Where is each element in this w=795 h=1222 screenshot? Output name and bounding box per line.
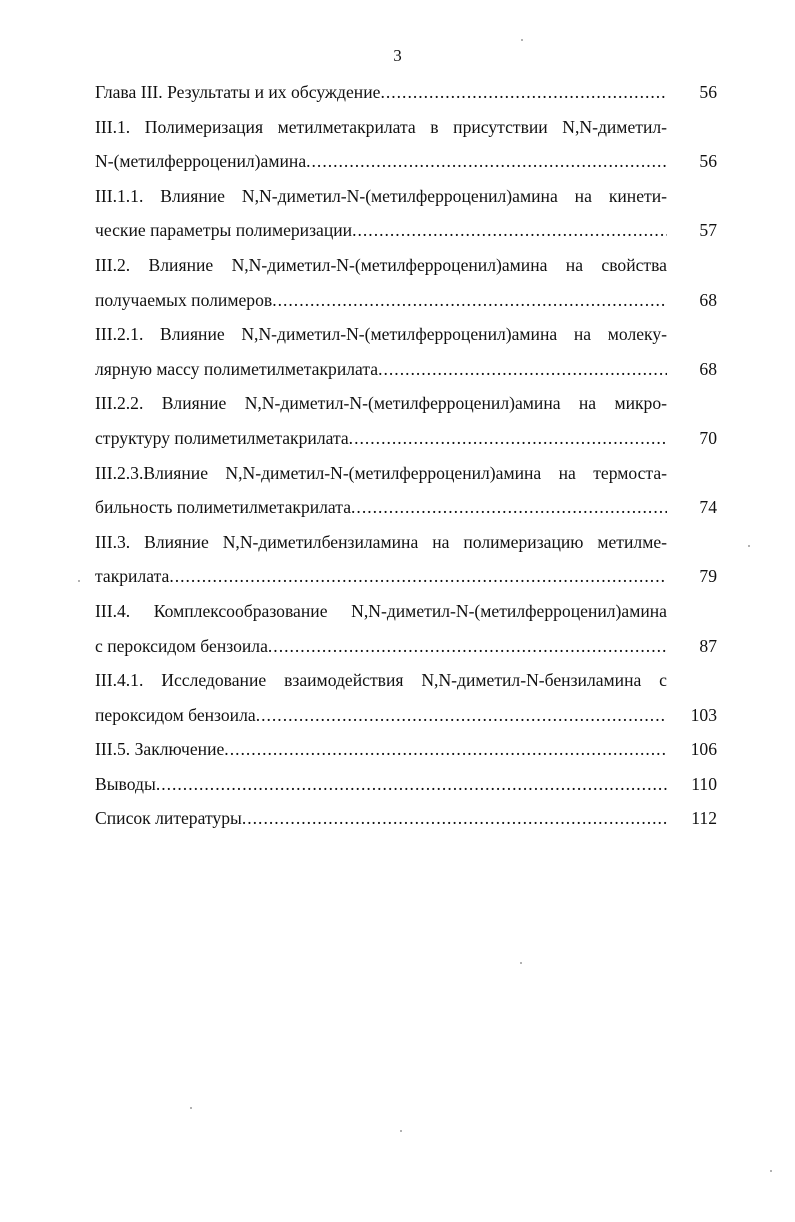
toc-entry-title: III.4.1. Исследование взаимодействия N,N-диметил-N-бензиламина с — [95, 670, 667, 691]
toc-page-number: 70 — [699, 427, 717, 448]
scan-speck — [748, 545, 750, 547]
toc-entry — [95, 75, 721, 110]
toc-page-number: 110 — [691, 773, 717, 794]
dot-leader — [169, 559, 667, 594]
toc-entry-line — [95, 456, 721, 491]
toc-entry — [95, 248, 721, 317]
toc-entry — [95, 317, 721, 386]
toc-dot-leader-line — [95, 352, 667, 387]
toc-dot-leader-line — [95, 801, 667, 836]
toc-entry-title: III.1. Полимеризация метилметакрилата в присутствии N,N-диметил- — [95, 116, 667, 137]
toc-entry — [95, 456, 721, 525]
toc-dot-leader-line — [95, 490, 667, 525]
toc-entry-line — [95, 283, 721, 318]
dot-leader — [268, 629, 667, 664]
dot-leader — [352, 213, 667, 248]
dot-leader — [256, 698, 667, 733]
toc-entry-line — [95, 144, 721, 179]
toc-entry-line — [95, 179, 721, 214]
scan-speck — [520, 962, 522, 964]
toc-entry-line — [95, 732, 721, 767]
toc-page-number: 74 — [699, 497, 717, 518]
toc-entry-line — [95, 801, 721, 836]
toc-entry-line — [95, 248, 721, 283]
toc-page-number: 56 — [699, 151, 717, 172]
dot-leader — [380, 75, 667, 110]
toc-entry-title: пероксидом бензоила — [95, 704, 256, 725]
toc-entry-line — [95, 213, 721, 248]
toc-entry-title: III.3. Влияние N,N-диметилбензиламина на полимеризацию метилме- — [95, 531, 667, 552]
toc-entry-title: III.5. Заключение — [95, 739, 225, 760]
toc-entry-line — [95, 317, 721, 352]
toc-dot-leader-line — [95, 629, 667, 664]
toc-entry-line — [95, 110, 721, 145]
toc-page-number: 68 — [699, 289, 717, 310]
toc-entry-title: III.2.2. Влияние N,N-диметил-N-(метилферроценил)амина на микро- — [95, 393, 667, 414]
dot-leader — [224, 732, 667, 767]
toc-dot-leader-line — [95, 559, 667, 594]
toc-entry-title: бильность полиметилметакрилата — [95, 497, 352, 518]
dot-leader — [306, 144, 667, 179]
toc-page-number: 56 — [699, 82, 717, 102]
toc-entry — [95, 594, 721, 663]
toc-dot-leader-line — [95, 732, 667, 767]
table-of-contents — [95, 75, 721, 836]
dot-leader — [349, 421, 667, 456]
toc-entry-line — [95, 490, 721, 525]
toc-entry-title: Список литературы — [95, 808, 242, 829]
toc-entry-title: III.1.1. Влияние N,N-диметил-N-(метилферроценил)амина на кинети- — [95, 185, 667, 206]
toc-dot-leader-line — [95, 421, 667, 456]
toc-dot-leader-line — [95, 698, 667, 733]
toc-entry-title: III.2.1. Влияние N,N-диметил-N-(метилферроценил)амина на молеку- — [95, 324, 667, 345]
toc-entry-line — [95, 386, 721, 421]
toc-entry — [95, 525, 721, 594]
toc-page-number: 87 — [699, 635, 717, 656]
toc-entry-title: N-(метилферроценил)амина — [95, 151, 307, 172]
scan-speck — [190, 1107, 192, 1109]
toc-entry-line — [95, 767, 721, 802]
toc-entry-title: структуру полиметилметакрилата — [95, 427, 349, 448]
toc-entry — [95, 663, 721, 732]
toc-entry-title: III.2.3.Влияние N,N-диметил-N-(метилферроценил)амина на термоста- — [95, 462, 667, 483]
toc-dot-leader-line — [95, 144, 667, 179]
toc-dot-leader-line — [95, 767, 667, 802]
toc-entry-title: III.4. Комплексообразование N,N-диметил-N-(метилферроценил)амина — [95, 600, 667, 621]
scan-speck — [400, 1130, 402, 1132]
toc-entry — [95, 767, 721, 802]
toc-entry-line — [95, 629, 721, 664]
dot-leader — [156, 767, 667, 802]
toc-entry — [95, 386, 721, 455]
toc-entry-title: Выводы — [95, 773, 156, 794]
toc-entry-title: III.2. Влияние N,N-диметил-N-(метилферроценил)амина на свойства — [95, 254, 667, 275]
dot-leader — [242, 801, 667, 836]
toc-dot-leader-line — [95, 213, 667, 248]
dot-leader — [378, 352, 667, 387]
toc-dot-leader-line — [95, 75, 667, 110]
toc-entry-title: Глава III. Результаты и их обсуждение — [95, 82, 381, 102]
toc-entry — [95, 110, 721, 179]
toc-entry-line — [95, 421, 721, 456]
toc-entry — [95, 801, 721, 836]
scan-speck — [521, 39, 523, 41]
toc-entry-line — [95, 663, 721, 698]
toc-entry-line — [95, 594, 721, 629]
scan-speck — [770, 1170, 772, 1172]
scan-speck — [78, 580, 80, 582]
page-number: 3 — [393, 46, 402, 65]
toc-page-number: 103 — [690, 704, 717, 725]
toc-page-number: 57 — [699, 220, 717, 241]
toc-entry-title: лярную массу полиметилметакрилата — [95, 358, 379, 379]
toc-entry-line — [95, 698, 721, 733]
toc-entry-title: такрилата — [95, 566, 170, 587]
toc-page-number: 79 — [699, 566, 717, 587]
toc-entry-title: ческие параметры полимеризации — [95, 220, 353, 241]
toc-entry — [95, 179, 721, 248]
toc-entry-line — [95, 352, 721, 387]
toc-entry-line — [95, 525, 721, 560]
toc-entry-line — [95, 559, 721, 594]
toc-page-number: 106 — [690, 739, 717, 760]
toc-dot-leader-line — [95, 283, 667, 318]
toc-page-number: 68 — [699, 358, 717, 379]
toc-entry — [95, 732, 721, 767]
toc-entry-line — [95, 75, 721, 110]
toc-entry-title: получаемых полимеров — [95, 289, 273, 310]
dot-leader — [351, 490, 667, 525]
dot-leader — [272, 283, 667, 318]
toc-page-number: 112 — [691, 808, 717, 829]
toc-entry-title: с пероксидом бензоила — [95, 635, 268, 656]
